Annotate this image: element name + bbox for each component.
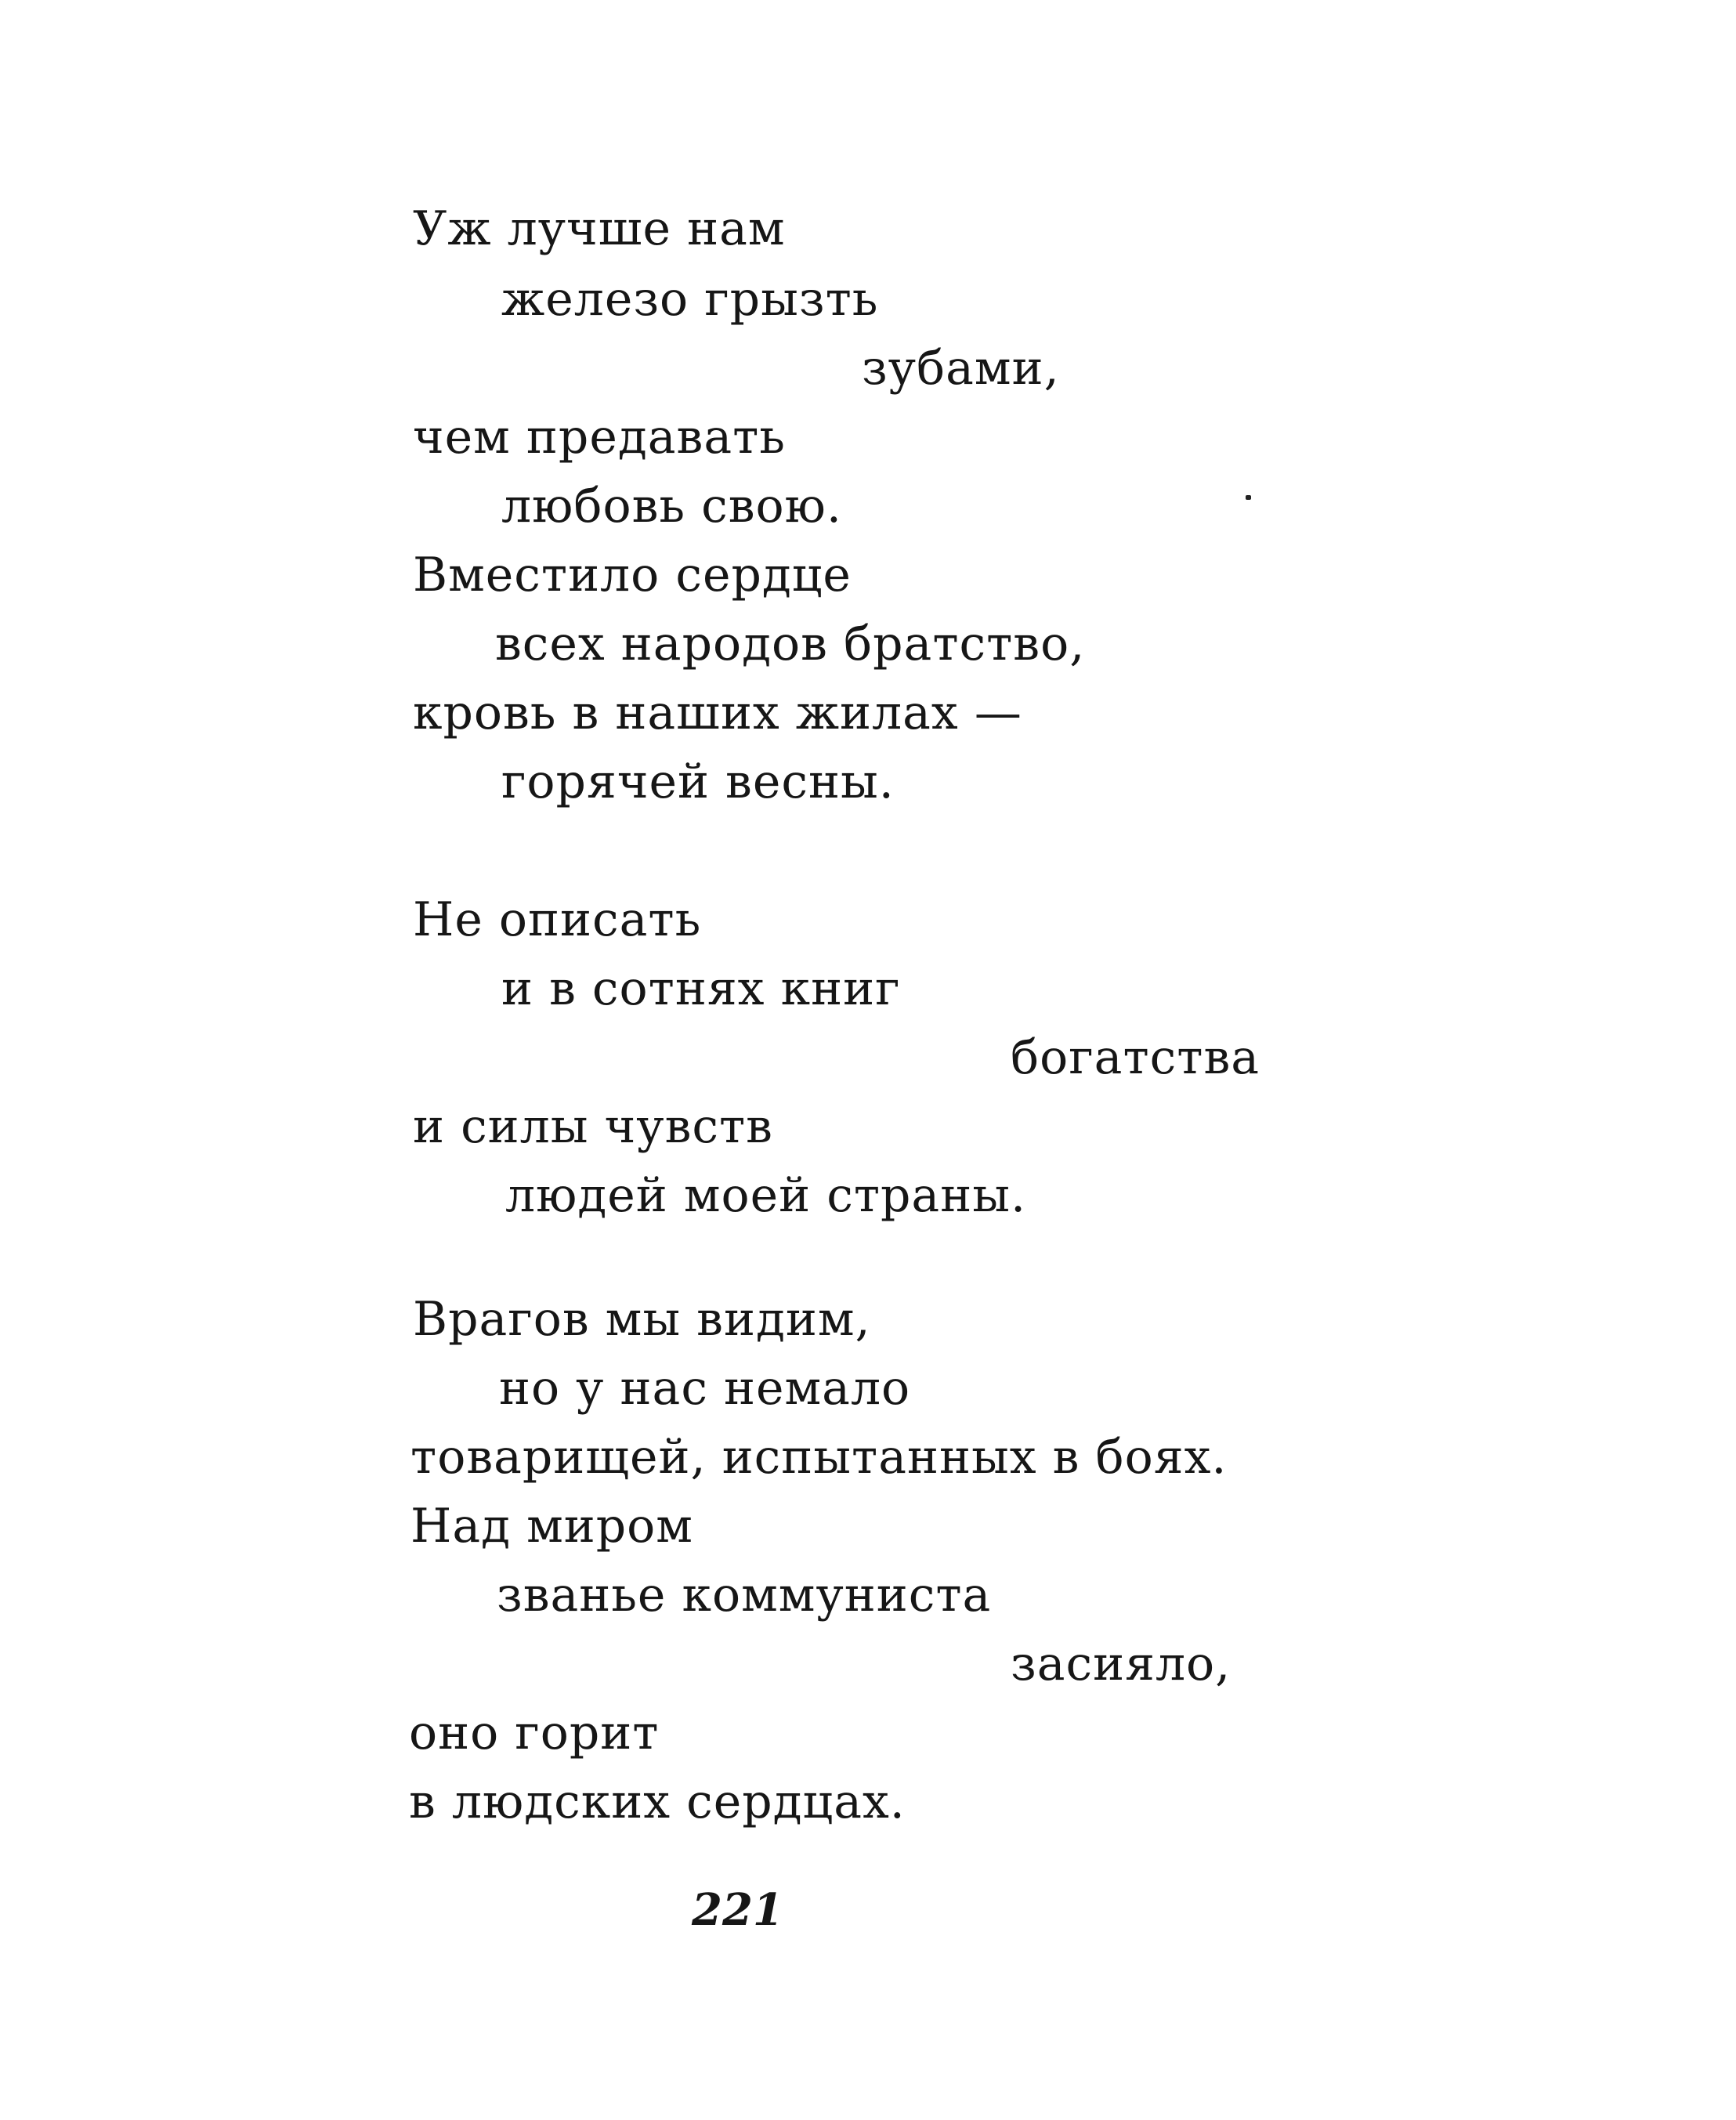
poem-line: Не описать xyxy=(413,892,702,947)
ink-speck xyxy=(1246,495,1251,500)
poem-line: но у нас немало xyxy=(499,1361,911,1416)
poem-line: и в сотнях книг xyxy=(501,961,901,1016)
poem-line: званье коммуниста xyxy=(497,1568,992,1623)
poem-line: засияло, xyxy=(1011,1637,1231,1691)
poem-line: кровь в наших жилах — xyxy=(413,686,1022,740)
poem-line: товарищей, испытанных в боях. xyxy=(410,1430,1228,1485)
poem-line: и силы чувств xyxy=(413,1099,773,1154)
page-number: 221 xyxy=(692,1884,783,1936)
poem-line: железо грызть xyxy=(501,272,879,327)
poem-line: всех народов братство, xyxy=(495,617,1086,671)
poem-line: Врагов мы видим, xyxy=(413,1292,871,1347)
poem-line: оно горит xyxy=(409,1706,660,1760)
poem-line: зубами, xyxy=(862,341,1060,396)
poem-line: Уж лучше нам xyxy=(413,201,786,256)
poem-line: людей моей страны. xyxy=(505,1168,1027,1223)
poem-line: чем предавать xyxy=(413,410,786,465)
poem-line: Над миром xyxy=(410,1499,693,1554)
poem-line: любовь свою. xyxy=(501,479,842,534)
poem-line: богатства xyxy=(1011,1030,1260,1085)
poem-line: в людских сердцах. xyxy=(409,1775,906,1829)
poem-line: горячей весны. xyxy=(501,754,895,809)
poem-line: Вместило сердце xyxy=(413,548,852,602)
